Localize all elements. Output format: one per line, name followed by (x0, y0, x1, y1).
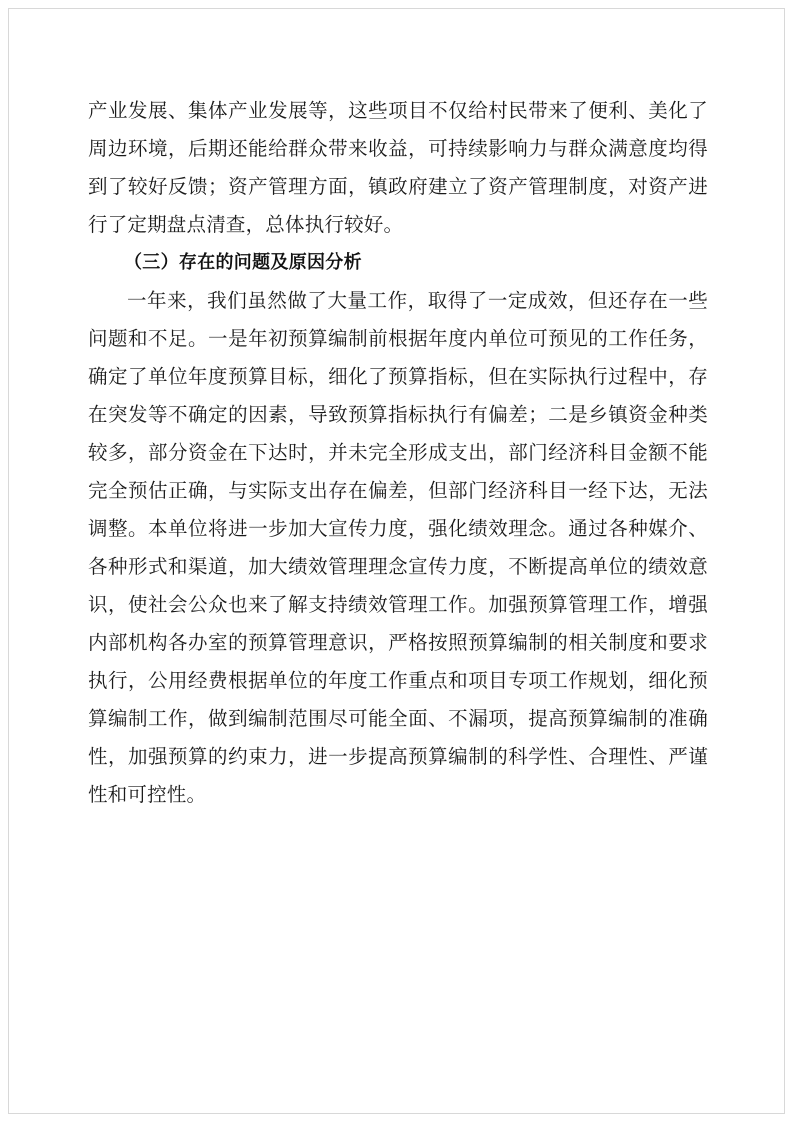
paragraph-continued-intro: 产业发展、集体产业发展等，这些项目不仅给村民带来了便利、美化了周边环境，后期还能给群众带来收益，可持续影响力与群众满意度均得到了较好反馈；资产管理方面，镇政府建立了资产管理制度，对资产进行了定期盘点清查，总体执行较好。 (88, 99, 708, 236)
document-body (88, 92, 708, 814)
paragraph-problem-analysis: 一年来，我们虽然做了大量工作，取得了一定成效，但还存在一些问题和不足。一是年初预算编制前根据年度内单位可预见的工作任务，确定了单位年度预算目标，细化了预算指标，但在实际执行过程中，存在突发等不确定的因素，导致预算指标执行有偏差；二是乡镇资金种类较多，部分资金在下达时，并未完全形成支出，部门经济科目金额不能完全预估正确，与实际支出存在偏差，但部门经济科目一经下达，无法调整。本单位将进一步加大宣传力度，强化绩效理念。通过各种媒介、各种形式和渠道，加大绩效管理理念宣传力度，不断提高单位的绩效意识，使社会公众也来了解支持绩效管理工作。加强预算管理工作，增强内部机构各办室的预算管理意识，严格按照预算编制的相关制度和要求执行，公用经费根据单位的年度工作重点和项目专项工作规划，细化预算编制工作，做到编制范围尽可能全面、不漏项，提高预算编制的准确性，加强预算的约束力，进一步提高预算编制的科学性、合理性、严谨性和可控性。 (88, 289, 708, 806)
section-heading-three: （三）存在的问题及原因分析 (124, 252, 362, 273)
